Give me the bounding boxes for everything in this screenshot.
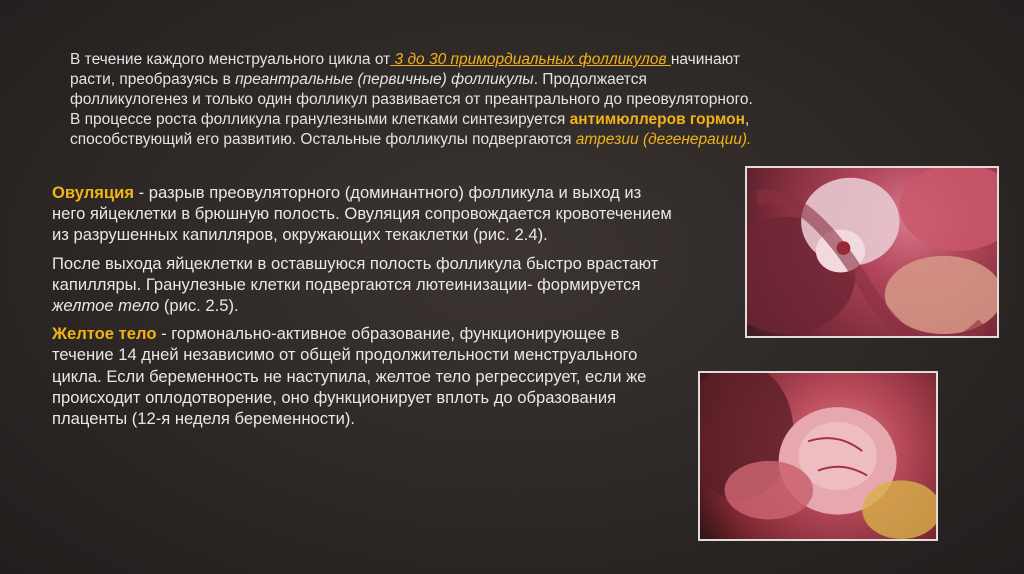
intro-line-2 (70, 70, 950, 90)
intro-line-4 (70, 110, 950, 130)
atresia-term: атрезии (дегенерации). (575, 131, 752, 148)
ovulation-paragraph (52, 182, 677, 246)
intro-line-3 (70, 90, 950, 110)
formation-text: После выхода яйцеклетки в оставшуюся полость фолликула быстро врастают капилляры. Гранулезные клетки подвергаются лютеинизации- формируется (52, 253, 659, 294)
corpus-luteum-term: Желтое тело (52, 324, 157, 344)
intro-text: В течение каждого менструального цикла от (70, 51, 391, 68)
intro-text: начинают (670, 51, 740, 68)
main-text (52, 182, 677, 436)
corpus-luteum-italic: желтое тело (52, 296, 160, 316)
ovulation-text: - разрыв преовуляторного (доминантного) фолликула и выход из него яйцеклетки в брюшную полость. Овуляция сопровождается кровотечением из разрушенных капилляров, окружающих текаклетки (рис. 2.4). (52, 183, 672, 245)
intro-text: способствующий его развитию. Остальные фолликулы подвергаются (70, 131, 576, 148)
intro-paragraph (70, 50, 950, 150)
corpus-luteum-photo (698, 371, 938, 541)
ovulation-photo (745, 166, 999, 338)
ovulation-term: Овуляция (52, 183, 135, 202)
corpus-luteum-formation-paragraph (52, 253, 677, 317)
preantral-follicles-term: преантральные (первичные) фолликулы (235, 71, 534, 88)
primordial-follicles-link[interactable]: 3 до 30 примордиальных фолликулов (390, 51, 671, 68)
formation-text-end: (рис. 2.5). (159, 296, 239, 316)
intro-line-5 (70, 130, 950, 150)
amh-term: антимюллеров гормон (569, 111, 745, 128)
intro-text: , (745, 111, 750, 128)
intro-text: . Продолжается (533, 71, 647, 88)
corpus-luteum-photo-image (700, 373, 936, 539)
corpus-luteum-text: - гормонально-активное образование, функционирующее в течение 14 дней независимо от общей продолжительности менструального цикла. Если беременность не наступила, желтое тело регрессирует, если же происходит оплодотворение, оно функционирует вплоть до образования плаценты (12-я неделя беременности). (52, 324, 647, 429)
intro-text: расти, преобразуясь в (70, 71, 236, 88)
ovulation-photo-image (747, 168, 997, 336)
intro-text: В процессе роста фолликула гранулезными клетками синтезируется (70, 111, 570, 128)
intro-line-1 (70, 50, 950, 70)
corpus-luteum-paragraph (52, 323, 677, 429)
intro-text: фолликулогенез и только один фолликул развивается от преантрального до преовуляторного. (70, 91, 753, 108)
